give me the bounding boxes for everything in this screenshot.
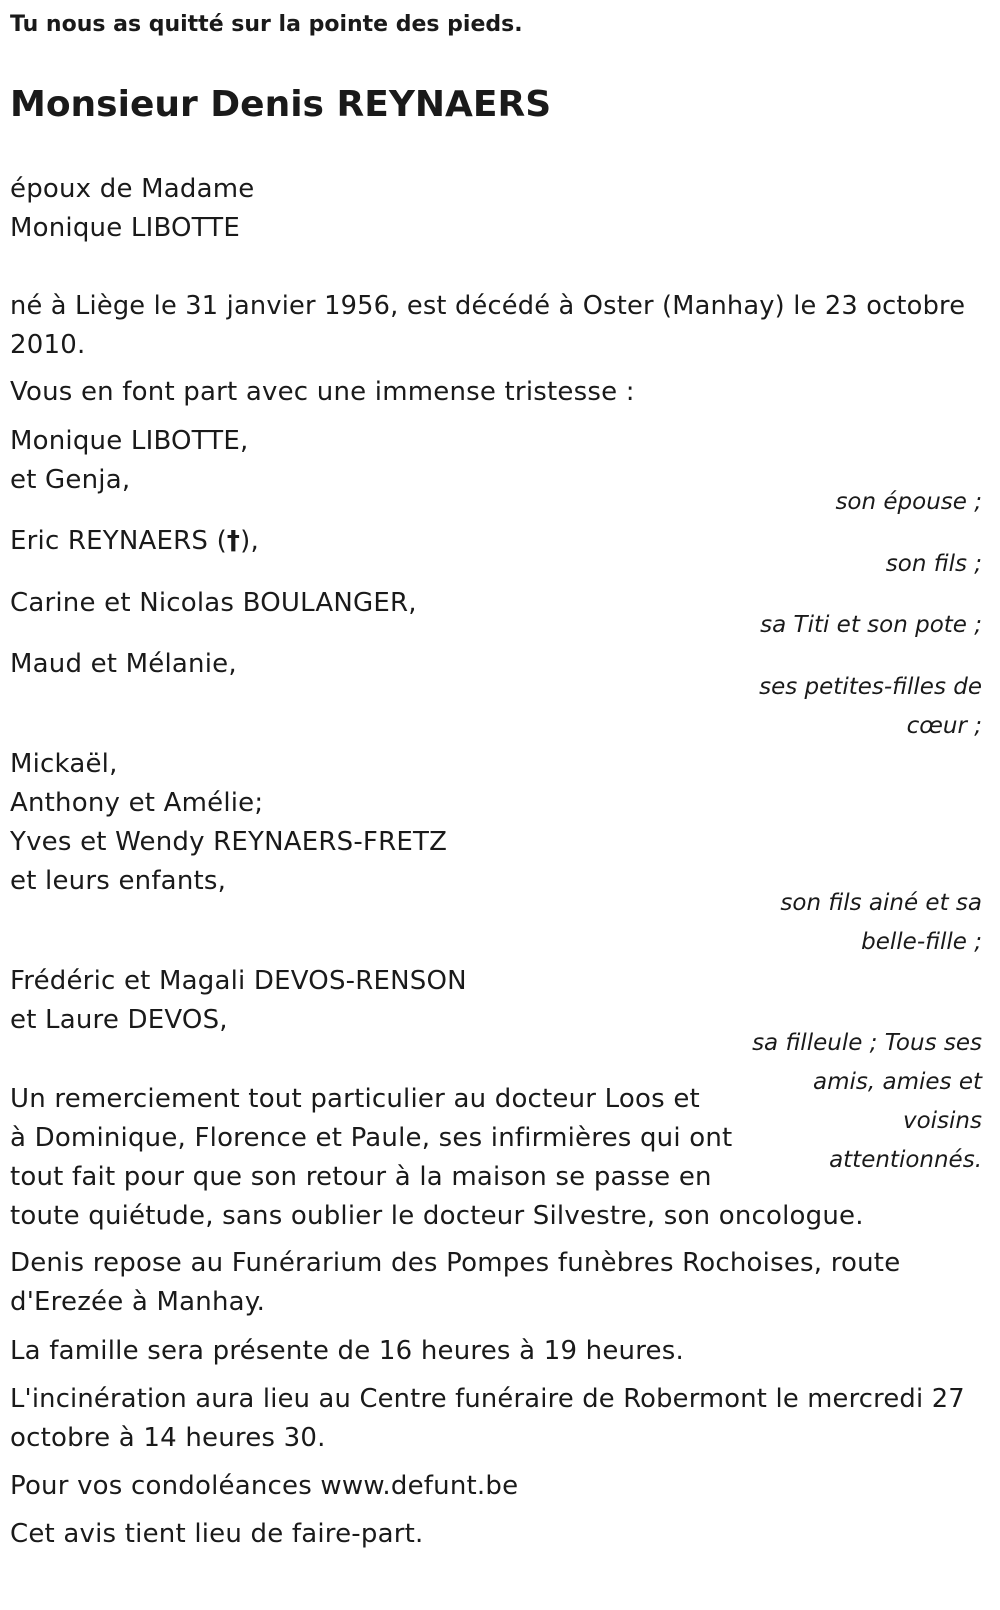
relation-granddaughters-2: cœur ; <box>906 713 982 739</box>
motto-heading: Tu nous as quitté sur la pointe des pieds. <box>10 12 523 37</box>
relation-goddaughter-1: sa filleule ; Tous ses <box>752 1030 982 1056</box>
family-line-11: et Laure DEVOS, <box>10 1005 228 1035</box>
cremation-line-1: L'incinération aura lieu au Centre funéraire de Robermont le mercredi 27 <box>10 1384 965 1414</box>
relation-goddaughter-3: voisins <box>902 1108 982 1134</box>
relation-eldest-son-1: son fils ainé et sa <box>780 890 982 916</box>
thanks-line-1: Un remerciement tout particulier au docteur Loos et <box>10 1084 700 1114</box>
family-line-8: Yves et Wendy REYNAERS-FRETZ <box>10 827 448 857</box>
birth-death-line-2: 2010. <box>10 330 86 360</box>
relation-goddaughter-2: amis, amies et <box>813 1069 982 1095</box>
family-line-5: Maud et Mélanie, <box>10 649 237 679</box>
relation-goddaughter-4: attentionnés. <box>829 1147 982 1173</box>
family-line-1: Monique LIBOTTE, <box>10 426 249 456</box>
cremation-line-2: octobre à 14 heures 30. <box>10 1423 326 1453</box>
thanks-line-4: toute quiétude, sans oublier le docteur Silvestre, son oncologue. <box>10 1201 864 1231</box>
relation-spouse: son épouse ; <box>835 489 982 515</box>
spouse-line-1: époux de Madame <box>10 174 255 204</box>
spouse-line-2: Monique LIBOTTE <box>10 213 241 243</box>
relation-titi: sa Titi et son pote ; <box>760 612 982 638</box>
condolences-text: Pour vos condoléances www.defunt.be <box>10 1471 519 1501</box>
family-line-2: et Genja, <box>10 465 131 495</box>
family-line-3-end: ), <box>240 526 259 556</box>
family-line-10: Frédéric et Magali DEVOS-RENSON <box>10 966 467 996</box>
relation-eldest-son-2: belle-fille ; <box>861 929 982 955</box>
thanks-line-2: à Dominique, Florence et Paule, ses infirmières qui ont <box>10 1123 733 1153</box>
thanks-line-3: tout fait pour que son retour à la maison se passe en <box>10 1162 712 1192</box>
deceased-name-title: Monsieur Denis REYNAERS <box>10 84 552 125</box>
cross-icon: † <box>226 526 241 556</box>
relation-granddaughters-1: ses petites-filles de <box>759 674 982 700</box>
repose-line-2: d'Erezée à Manhay. <box>10 1287 266 1317</box>
family-line-7: Anthony et Amélie; <box>10 788 264 818</box>
family-line-9: et leurs enfants, <box>10 866 227 896</box>
repose-line-1: Denis repose au Funérarium des Pompes funèbres Rochoises, route <box>10 1248 901 1278</box>
birth-death-line-1: né à Liège le 31 janvier 1956, est décédé à Oster (Manhay) le 23 octobre <box>10 291 966 321</box>
family-line-3-start: Eric REYNAERS ( <box>10 526 227 556</box>
relation-son: son fils ; <box>885 551 982 577</box>
family-line-6: Mickaël, <box>10 749 118 779</box>
notice-text: Cet avis tient lieu de faire-part. <box>10 1519 424 1549</box>
presence-text: La famille sera présente de 16 heures à 19 heures. <box>10 1336 684 1366</box>
announcement-text: Vous en font part avec une immense tristesse : <box>10 377 635 407</box>
family-line-3 <box>10 521 259 561</box>
family-line-4: Carine et Nicolas BOULANGER, <box>10 588 417 618</box>
